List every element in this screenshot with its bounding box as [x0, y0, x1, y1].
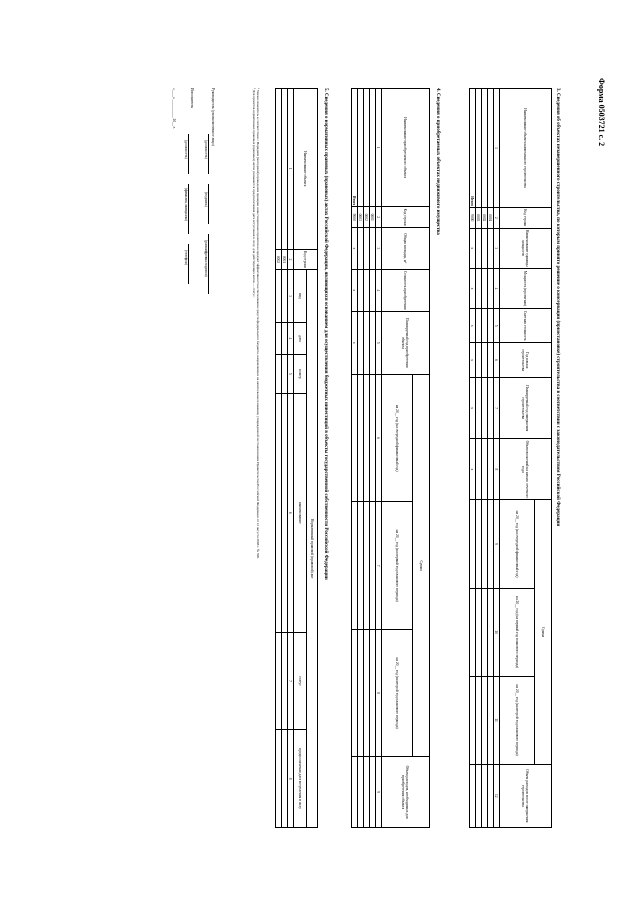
s4-x: x: [352, 269, 358, 311]
s4-x: x: [352, 311, 358, 374]
s5-row-code: 0002: [276, 249, 282, 270]
s3-h-indicator: Наименование единицы мощности: [500, 228, 552, 268]
s4-col-num: 5: [376, 311, 382, 374]
table-row: [370, 89, 376, 207]
s4-col-num: 2: [376, 207, 382, 228]
s5-col-num: 6: [288, 393, 294, 632]
s4-h-name: Наименование приобретаемого объекта: [382, 89, 430, 207]
s4-row-code: 0001: [370, 207, 376, 228]
s5-h-status: статус: [294, 632, 307, 729]
s4-row-code: 0002: [364, 207, 370, 228]
s4-total-label: Итого: [352, 89, 358, 207]
s3-x: x: [470, 228, 476, 268]
table-row: [488, 89, 494, 208]
table-row: [364, 89, 370, 207]
sig-executor-label: Исполнитель: [190, 88, 194, 109]
s4-x: x: [352, 227, 358, 269]
s4-h-p2: на 20__ год (на первый год планового периода): [382, 502, 413, 629]
s3-total-label: Итого: [470, 89, 476, 208]
form-number: Форма 0503721 с. 2: [597, 78, 606, 147]
s4-h-p1: на 20__ год (на очередной финансовый год): [382, 374, 413, 502]
s5-h-name: Наименование объекта: [294, 89, 318, 250]
s5-col-num: 2: [288, 249, 294, 270]
s5-col-num: 1: [288, 89, 294, 250]
s4-h-code: Код строки: [382, 207, 430, 228]
s4-col-num: 7: [376, 502, 382, 629]
s3-h-name: Наименование объекта капитального строительства: [500, 89, 552, 208]
s3-h-p1: на 20__ год (на очередной финансовый год): [500, 500, 535, 588]
s3-h-estimated: Сметная стоимость: [500, 309, 552, 343]
table-row: [276, 89, 282, 250]
sig-phone: (телефон): [184, 250, 188, 266]
section3-title: 3. Сведения об объектах незавершенного строительства, по которым принято решение о консервации (приостановке) строительства в соответствии с законодательством Российской Федерации: [555, 88, 560, 527]
s3-h-capacity: Мощность (проектная): [500, 268, 552, 308]
s5-col-num: 8: [288, 730, 294, 828]
s3-h-p3: на 20__ год (на второй год планового периода): [500, 676, 535, 764]
s3-x: x: [470, 268, 476, 308]
s3-h-remaining: Объем расходов после завершения строительства: [500, 764, 552, 827]
s3-col-num: 9: [494, 500, 500, 588]
s4-h-sum: Сумма: [413, 374, 430, 756]
s4-row-code: 0003: [358, 207, 364, 228]
sig-head-label: Руководитель (уполномоченное лицо): [211, 88, 215, 147]
footnote-1: ¹ Указан показатель в соответствии с Порядком (методикой) проведения проверки инвестиционных проектов на предмет эффективности использования средств федерального бюджета, направляемых на капитальные вложения, утвержденной постановлением Правительства Российской Федерации от 12 августа 2008 г. № 590.: [256, 88, 260, 559]
s3-h-yearstart: Год начала строительства: [500, 343, 552, 378]
s4-col-num: 3: [376, 227, 382, 269]
s5-col-num: 7: [288, 632, 294, 729]
s5-col-num: 4: [288, 322, 294, 355]
s3-x: x: [470, 343, 476, 378]
s3-col-num: 12: [494, 764, 500, 827]
section4-title: 4. Сведения о приобретаемых объектах недвижимого имущества: [435, 88, 440, 235]
s3-total-code: 9000: [470, 207, 476, 228]
s4-total-code: 9000: [352, 207, 358, 228]
s3-col-num: 1: [494, 89, 500, 208]
s3-col-num: 5: [494, 309, 500, 343]
rotated-content: [100, 88, 560, 848]
s3-col-num: 11: [494, 676, 500, 764]
s4-col-num: 4: [376, 269, 382, 311]
s4-col-num: 9: [376, 757, 382, 828]
s4-h-remaining: Объем расходов, необходимых для приобретения объекта: [382, 757, 430, 828]
s5-col-num: 5: [288, 355, 294, 394]
s4-h-p3: на 20__ год (на второй год планового периода): [382, 629, 413, 756]
sig-signature-caption: (подпись): [204, 192, 208, 207]
s3-h-code: Код строки: [500, 207, 552, 228]
s4-col-num: 6: [376, 374, 382, 502]
s3-col-num: 7: [494, 377, 500, 438]
s3-x: x: [470, 309, 476, 343]
section5-title: 5. Сведения о нормативных правовых (правовых) актах Российской Федерации, являющихся основанием для осуществления бюджетных инвестиций в объекты государственной собственности Российской Федерации: [323, 88, 328, 580]
s5-h-act: Нормативный правовой (правовой) акт: [307, 270, 318, 828]
s3-col-num: 4: [494, 268, 500, 308]
s3-col-num: 3: [494, 228, 500, 268]
section3-table: [469, 88, 552, 828]
s3-row-code: 0002: [482, 207, 488, 228]
section4-table: [351, 88, 430, 828]
s5-row-code: 0001: [282, 249, 288, 270]
table-row: [358, 89, 364, 207]
s5-col-num: 3: [288, 270, 294, 322]
s5-h-code: Код строки: [294, 249, 318, 270]
sig-date: «____» __________ 20__ г.: [172, 88, 176, 129]
s3-col-num: 6: [494, 343, 500, 378]
s3-col-num: 10: [494, 588, 500, 676]
s4-h-area: Общая площадь, м²: [382, 227, 430, 269]
footnotes: [252, 88, 260, 828]
sig-decoding-caption: (расшифровка подписи): [204, 240, 208, 277]
s3-h-p2: на 20__ год (на первый год планового периода): [500, 588, 535, 676]
sig-fio: (фамилия, инициалы): [184, 188, 188, 222]
s5-h-dateend: предполагаемая дата вступления в силу: [294, 730, 307, 828]
s3-col-num: 8: [494, 439, 500, 500]
footnote-2: ² Для проектов нормативных правовых (правовых) актов указывается предполагаемая дата вступления в силу; для действующих актов — статус.: [252, 88, 256, 298]
s4-col-num: 1: [376, 89, 382, 207]
s3-h-sum: Сумма: [535, 500, 552, 764]
s3-row-code: 0001: [488, 207, 494, 228]
section5-table: [275, 88, 318, 828]
s4-h-plannedyear: Планируемый год приобретения объекта: [382, 311, 430, 374]
table-row: [282, 89, 288, 250]
s5-h-date: дата: [294, 322, 307, 355]
s5-h-title: наименование: [294, 393, 307, 632]
s5-h-kind: вид: [294, 270, 307, 322]
sig-executor-position: (должность): [184, 140, 188, 159]
s3-h-volume: Объем вложений на начало отчетного года: [500, 439, 552, 500]
s3-col-num: 2: [494, 207, 500, 228]
sig-position-caption: (должность): [204, 140, 208, 159]
table-row: [482, 89, 488, 208]
s3-x: x: [470, 377, 476, 438]
s4-col-num: 8: [376, 629, 382, 756]
s3-h-plannedyear: Планируемый год завершения строительства: [500, 377, 552, 438]
s4-h-cost: Стоимость приобретения: [382, 269, 430, 311]
s3-x: x: [470, 439, 476, 500]
table-row: [476, 89, 482, 208]
s5-h-number: номер: [294, 355, 307, 394]
s3-row-code: 0003: [476, 207, 482, 228]
